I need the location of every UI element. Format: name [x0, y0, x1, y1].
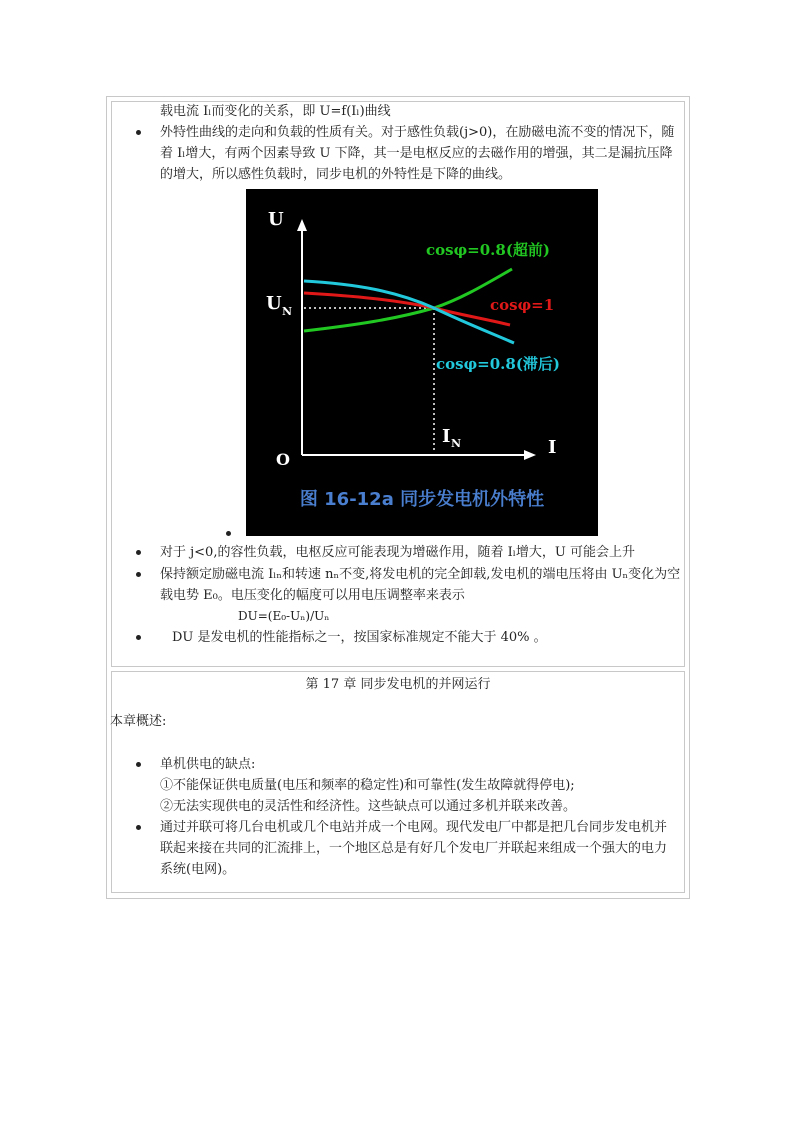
bullet-dot	[136, 825, 141, 830]
bullet4-text: DU 是发电机的性能指标之一，按国家标准规定不能大于 40% 。	[172, 630, 547, 645]
curve-leading-label: cosφ=0.8(超前)	[426, 241, 551, 259]
bullet1-line1: 外特性曲线的走向和负载的性质有关。对于感性负载(j>0)，在励磁电流不变的情况下，随	[160, 125, 675, 140]
overview-label: 本章概述:	[110, 714, 167, 729]
un-label: U	[266, 293, 282, 314]
chapter-title: 第 17 章 同步发电机的并网运行	[305, 677, 491, 692]
in-label: I	[442, 426, 451, 447]
s2-bullet2-line1: 通过并联可将几台电机或几个电站并成一个电网。现代发电厂中都是把几台同步发电机并	[160, 820, 668, 835]
external-characteristic-figure	[246, 189, 598, 536]
s2-bullet1-line1: 单机供电的缺点:	[160, 757, 256, 772]
x-axis-label: I	[548, 437, 557, 458]
intro-line: 载电流 Iₗ而变化的关系，即 U=f(Iₗ)曲线	[160, 104, 391, 119]
bullet3-line1: 保持额定励磁电流 Iₗₙ和转速 nₙ不变,将发电机的完全卸载,发电机的端电压将由 Uₙ变化为空	[160, 567, 681, 582]
s2-bullet1-line3: ②无法实现供电的灵活性和经济性。这些缺点可以通过多机并联来改善。	[160, 799, 577, 814]
y-axis-label: U	[268, 209, 284, 230]
bullet-dot	[136, 550, 141, 555]
in-subscript: N	[451, 437, 462, 450]
bullet1-line3: 的增大，所以感性负载时，同步电机的外特性是下降的曲线。	[160, 167, 512, 182]
bullet1-line2: 着 Iₗ增大，有两个因素导致 U 下降，其一是电枢反应的去磁作用的增强，其二是漏抗压降	[160, 146, 673, 161]
curve-lagging-label: cosφ=0.8(滞后)	[436, 355, 561, 373]
s2-bullet2-line2: 联起来接在共同的汇流排上，一个地区总是有好几个发电厂并联起来组成一个强大的电力	[160, 841, 668, 856]
bullet-dot	[136, 130, 141, 135]
origin-label: O	[276, 450, 290, 469]
bullet-dot	[136, 572, 141, 577]
bullet3-line2: 载电势 E₀。电压变化的幅度可以用电压调整率来表示	[160, 588, 465, 603]
s2-bullet2-line3: 系统(电网)。	[160, 862, 236, 877]
voltage-regulation-formula: DU=(E₀-Uₙ)/Uₙ	[238, 609, 330, 623]
bullet2-text: 对于 j<0,的容性负载，电枢反应可能表现为增磁作用，随着 Iₗ增大，U 可能会上升	[160, 545, 635, 560]
figure-caption: 图 16-12a 同步发电机外特性	[299, 489, 545, 510]
un-subscript: N	[282, 305, 293, 318]
bullet-dot	[226, 531, 231, 536]
curve-unity-label: cosφ=1	[490, 296, 555, 314]
s2-bullet1-line2: ①不能保证供电质量(电压和频率的稳定性)和可靠性(发生故障就得停电);	[160, 778, 575, 793]
bullet-dot	[136, 762, 141, 767]
bullet-dot	[136, 635, 141, 640]
